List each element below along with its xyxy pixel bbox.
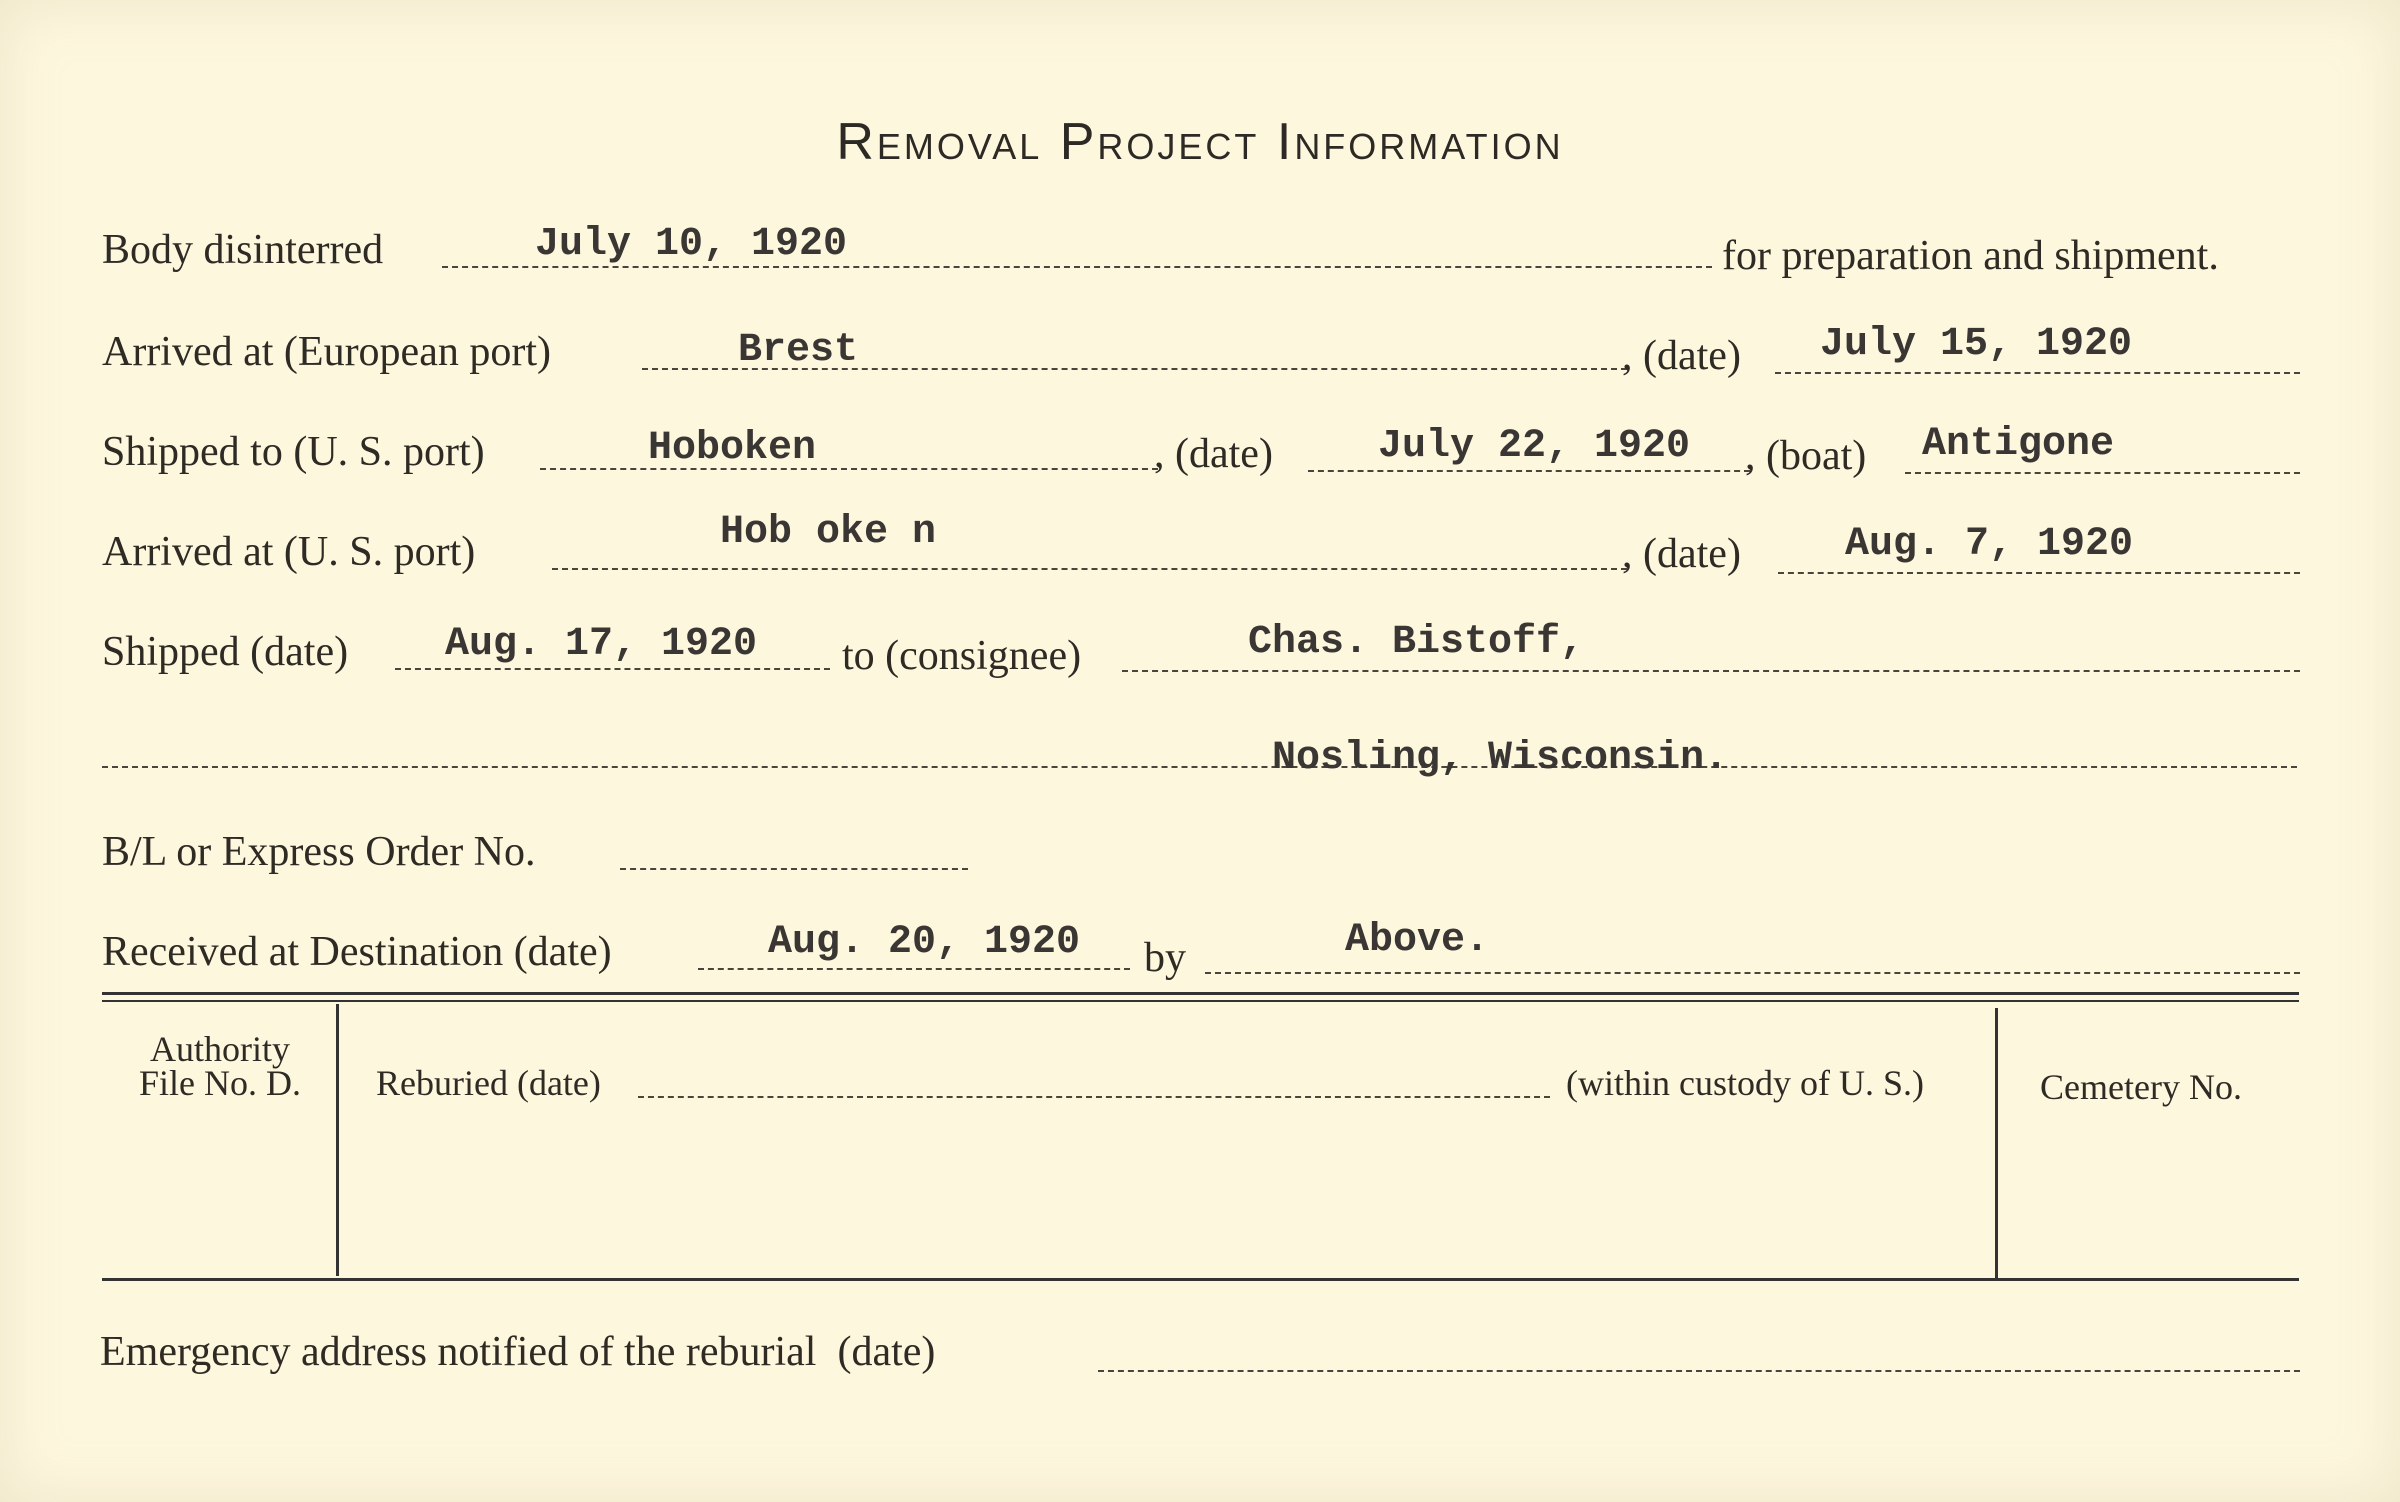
row-address [0,722,2400,792]
arrived-eu-date-label: , (date) [1622,333,1741,379]
shipped-line [395,668,830,670]
arrived-us-line [552,568,1627,570]
shipped-us-value: Hoboken [648,426,817,471]
shipped-us-boat-line [1905,472,2300,474]
table-top-border-1 [102,992,2299,995]
reburied-label: Reburied (date) [376,1063,601,1103]
received-line [698,968,1130,970]
shipped-us-boat-value: Antigone [1922,422,2115,467]
row-shipped [0,622,2400,692]
arrived-eu-value: Brest [738,328,859,373]
cemetery-label: Cemetery No. [2040,1067,2242,1107]
arrived-us-label: Arrived at (U. S. port) [102,529,476,575]
arrived-eu-date-line [1775,372,2300,374]
row-received [0,918,2400,992]
received-label: Received at Destination (date) [102,929,612,975]
authority-label-1: Authority [150,1029,290,1069]
consignee-line [1122,670,2300,672]
row-arrived-eu [0,322,2400,392]
disinterred-label: Body disinterred [102,227,384,273]
row-disinterred [0,222,2400,292]
table-divider-right [1995,1008,1998,1280]
bl-line [620,868,968,870]
bl-label: B/L or Express Order No. [102,829,536,875]
shipped-label: Shipped (date) [102,629,349,675]
row-bl [0,822,2400,892]
shipped-us-boat-label: , (boat) [1745,433,1867,479]
shipped-us-date-line [1308,470,1750,472]
address-value: Nosling, Wisconsin. [1272,736,1729,781]
reburied-line [638,1096,1550,1098]
consignee-label: to (consignee) [842,633,1082,679]
shipped-value: Aug. 17, 1920 [445,622,758,667]
by-value: Above. [1345,918,1490,963]
authority-label-2: File No. D. [139,1063,301,1103]
shipped-us-date-value: July 22, 1920 [1378,424,1691,469]
table-bottom-border [102,1278,2299,1281]
page-title: Removal Project Information [836,113,1564,171]
arrived-us-date-value: Aug. 7, 1920 [1845,522,2134,567]
emergency-label: Emergency address notified of the reburial (date) [100,1329,936,1375]
arrived-eu-date-value: July 15, 1920 [1820,322,2133,367]
by-line [1205,972,2300,974]
by-label: by [1144,935,1186,981]
disinterred-value: July 10, 1920 [535,222,848,267]
received-value: Aug. 20, 1920 [768,920,1081,965]
emergency-line [1098,1370,2300,1372]
address-line [102,766,2297,768]
shipped-us-line [540,468,1158,470]
table-divider-left [336,1004,339,1276]
arrived-eu-label: Arrived at (European port) [102,329,551,375]
row-arrived-us [0,510,2400,592]
custody-label: (within custody of U. S.) [1566,1063,1924,1103]
table-top-border-2 [102,1000,2299,1002]
shipped-us-label: Shipped to (U. S. port) [102,429,485,475]
shipped-us-date-label: , (date) [1154,431,1273,477]
arrived-us-date-label: , (date) [1622,531,1741,577]
arrived-us-date-line [1778,572,2300,574]
disinterred-suffix: for preparation and shipment. [1722,233,2219,279]
row-emergency [0,1318,2400,1388]
consignee-value: Chas. Bistoff, [1248,620,1585,665]
row-shipped-us [0,422,2400,492]
arrived-us-value: Hob oke n [720,510,937,555]
